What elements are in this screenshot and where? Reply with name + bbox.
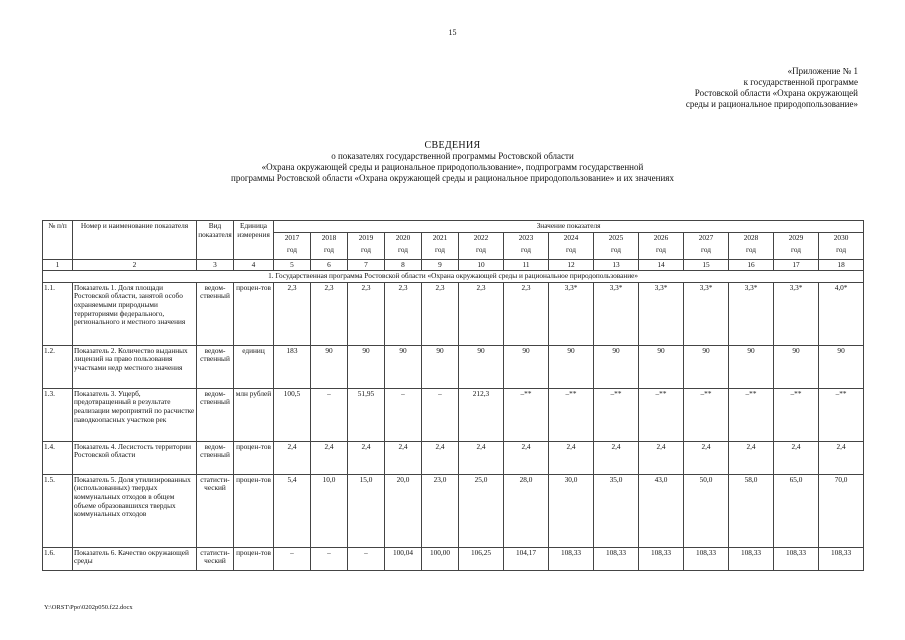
table-row xyxy=(43,547,864,570)
header-name: Номер и наименование показателя xyxy=(73,221,197,260)
table-row xyxy=(43,388,864,441)
value-cell: 3,3* xyxy=(684,282,729,345)
value-cell: 183 xyxy=(274,345,311,388)
title-main: СВЕДЕНИЯ xyxy=(424,140,481,151)
appendix-line: Ростовской области «Охрана окружающей xyxy=(694,88,858,98)
value-cell: – xyxy=(311,547,348,570)
column-number: 8 xyxy=(385,259,422,271)
indicators-table xyxy=(42,220,864,571)
value-cell: 90 xyxy=(639,345,684,388)
value-cell: 2,4 xyxy=(594,441,639,474)
value-cell: 108,33 xyxy=(549,547,594,570)
year-suffix: год xyxy=(791,245,801,255)
value-cell: 100,00 xyxy=(422,547,459,570)
table-row xyxy=(43,474,864,547)
year-header-2030 xyxy=(819,232,864,259)
value-cell: –** xyxy=(774,388,819,441)
value-cell: 108,33 xyxy=(729,547,774,570)
year-value: 2019 xyxy=(358,232,374,242)
value-cell: 90 xyxy=(348,345,385,388)
year-header-2022 xyxy=(459,232,504,259)
value-cell: 51,95 xyxy=(348,388,385,441)
header-no: № п/п xyxy=(43,221,73,260)
value-cell: 65,0 xyxy=(774,474,819,547)
year-header-2019 xyxy=(348,232,385,259)
column-number: 3 xyxy=(197,259,234,271)
column-number: 14 xyxy=(639,259,684,271)
year-value: 2024 xyxy=(563,232,579,242)
row-number: 1.6. xyxy=(43,547,73,570)
value-cell: 90 xyxy=(549,345,594,388)
value-cell: 90 xyxy=(729,345,774,388)
value-cell: 28,0 xyxy=(504,474,549,547)
year-value: 2022 xyxy=(473,232,489,242)
value-cell: 30,0 xyxy=(549,474,594,547)
year-header-2029 xyxy=(774,232,819,259)
value-cell: – xyxy=(385,388,422,441)
column-number: 1 xyxy=(43,259,73,271)
year-header-2027 xyxy=(684,232,729,259)
indicator-unit: процен-тов xyxy=(234,282,274,345)
value-cell: –** xyxy=(729,388,774,441)
year-header-2023 xyxy=(504,232,549,259)
year-value: 2025 xyxy=(608,232,624,242)
value-cell: 2,3 xyxy=(311,282,348,345)
value-cell: 108,33 xyxy=(684,547,729,570)
indicator-type: статисти-ческий xyxy=(197,474,234,547)
year-header-2024 xyxy=(549,232,594,259)
appendix-line: «Приложение № 1 xyxy=(787,66,858,76)
year-suffix: год xyxy=(836,245,847,255)
value-cell: 90 xyxy=(504,345,549,388)
section-title: 1. Государственная программа Ростовской области «Охрана окружающей среды и рациональное природопользование» xyxy=(43,271,864,283)
appendix-line: среды и рациональное природопользование» xyxy=(685,99,858,109)
value-cell: 212,3 xyxy=(459,388,504,441)
column-number: 18 xyxy=(819,259,864,271)
indicator-unit: единиц xyxy=(234,345,274,388)
document-title xyxy=(0,140,905,184)
value-cell: 2,4 xyxy=(504,441,549,474)
year-value: 2029 xyxy=(788,232,804,242)
data-rows xyxy=(43,282,864,570)
year-header-2017 xyxy=(274,232,311,259)
value-cell: 2,3 xyxy=(459,282,504,345)
value-cell: 20,0 xyxy=(385,474,422,547)
year-header-2025 xyxy=(594,232,639,259)
value-cell: 2,4 xyxy=(774,441,819,474)
indicator-name: Показатель 5. Доля утилизированных (использованных) твердых коммунальных отходов в общем объеме образовавшихся твердых коммунальных отходов xyxy=(73,474,197,547)
indicator-unit: процен-тов xyxy=(234,441,274,474)
value-cell: –** xyxy=(684,388,729,441)
year-suffix: год xyxy=(476,245,486,255)
year-value: 2017 xyxy=(284,232,300,242)
value-cell: 23,0 xyxy=(422,474,459,547)
year-value: 2028 xyxy=(743,232,759,242)
year-suffix: год xyxy=(701,245,711,255)
header-value: Значение показателя xyxy=(274,221,864,233)
value-cell: 2,4 xyxy=(549,441,594,474)
indicator-unit: процен-тов xyxy=(234,474,274,547)
column-number: 6 xyxy=(311,259,348,271)
table-row xyxy=(43,345,864,388)
year-header-2018 xyxy=(311,232,348,259)
column-number-row xyxy=(43,259,864,271)
column-number: 10 xyxy=(459,259,504,271)
value-cell: 108,33 xyxy=(594,547,639,570)
indicator-name: Показатель 2. Количество выданных лицензий на право пользования участками недр местного значения xyxy=(73,345,197,388)
header-row xyxy=(43,221,864,233)
value-cell: 104,17 xyxy=(504,547,549,570)
year-value: 2018 xyxy=(321,232,337,242)
header-unit: Единица измерения xyxy=(234,221,274,260)
year-header-2026 xyxy=(639,232,684,259)
value-cell: 90 xyxy=(311,345,348,388)
value-cell: –** xyxy=(549,388,594,441)
column-number: 4 xyxy=(234,259,274,271)
value-cell: 50,0 xyxy=(684,474,729,547)
title-line: о показателях государственной программы Ростовской области xyxy=(331,151,574,161)
value-cell: 90 xyxy=(684,345,729,388)
value-cell: 2,3 xyxy=(274,282,311,345)
row-number: 1.1. xyxy=(43,282,73,345)
title-line: программы Ростовской области «Охрана окружающей среды и рациональное природопользование» и их значениях xyxy=(231,173,674,183)
column-number: 11 xyxy=(504,259,549,271)
appendix-line: к государственной программе xyxy=(743,77,858,87)
column-number: 13 xyxy=(594,259,639,271)
indicator-name: Показатель 6. Качество окружающей среды xyxy=(73,547,197,570)
value-cell: 2,4 xyxy=(459,441,504,474)
table-row xyxy=(43,282,864,345)
column-number: 7 xyxy=(348,259,385,271)
value-cell: 108,33 xyxy=(819,547,864,570)
value-cell: – xyxy=(422,388,459,441)
value-cell: 15,0 xyxy=(348,474,385,547)
indicator-name: Показатель 3. Ущерб, предотвращенный в результате реализации мероприятий по расчистке паводкоопасных участков рек xyxy=(73,388,197,441)
column-number: 16 xyxy=(729,259,774,271)
title-line: «Охрана окружающей среды и рациональное природопользование», подпрограмм государственной xyxy=(261,162,644,172)
row-number: 1.2. xyxy=(43,345,73,388)
year-value: 2020 xyxy=(395,232,411,242)
year-suffix: год xyxy=(611,245,621,255)
column-number: 2 xyxy=(73,259,197,271)
value-cell: –** xyxy=(819,388,864,441)
page-number: 15 xyxy=(448,28,457,37)
value-cell: 2,4 xyxy=(729,441,774,474)
value-cell: 108,33 xyxy=(639,547,684,570)
value-cell: – xyxy=(274,547,311,570)
year-header-2028 xyxy=(729,232,774,259)
year-suffix: год xyxy=(656,245,666,255)
value-cell: –** xyxy=(594,388,639,441)
value-cell: 3,3* xyxy=(594,282,639,345)
column-number: 17 xyxy=(774,259,819,271)
row-number: 1.5. xyxy=(43,474,73,547)
section-row xyxy=(43,271,864,283)
year-suffix: год xyxy=(398,245,408,255)
indicator-name: Показатель 1. Доля площади Ростовской области, занятой особо охраняемыми природными территориями федерального, регионального и местного значения xyxy=(73,282,197,345)
value-cell: 90 xyxy=(422,345,459,388)
value-cell: 3,3* xyxy=(549,282,594,345)
value-cell: 2,4 xyxy=(311,441,348,474)
appendix-header xyxy=(618,66,858,110)
value-cell: 2,3 xyxy=(422,282,459,345)
year-value: 2026 xyxy=(653,232,669,242)
value-cell: 35,0 xyxy=(594,474,639,547)
header-type: Вид показателя xyxy=(197,221,234,260)
value-cell: 2,4 xyxy=(639,441,684,474)
year-suffix: год xyxy=(287,245,297,255)
value-cell: –** xyxy=(639,388,684,441)
row-number: 1.3. xyxy=(43,388,73,441)
value-cell: 2,4 xyxy=(422,441,459,474)
value-cell: 43,0 xyxy=(639,474,684,547)
table-row xyxy=(43,441,864,474)
column-number: 12 xyxy=(549,259,594,271)
indicator-type: ведом-ственный xyxy=(197,388,234,441)
indicator-unit: процен-тов xyxy=(234,547,274,570)
value-cell: 3,3* xyxy=(774,282,819,345)
year-header-2020 xyxy=(385,232,422,259)
value-cell: 3,3* xyxy=(729,282,774,345)
value-cell: 25,0 xyxy=(459,474,504,547)
value-cell: 58,0 xyxy=(729,474,774,547)
value-cell: 106,25 xyxy=(459,547,504,570)
indicator-type: статисти-ческий xyxy=(197,547,234,570)
year-value: 2027 xyxy=(698,232,714,242)
value-cell: 4,0* xyxy=(819,282,864,345)
indicator-name: Показатель 4. Лесистость территории Ростовской области xyxy=(73,441,197,474)
column-number: 15 xyxy=(684,259,729,271)
year-suffix: год xyxy=(566,245,576,255)
year-suffix: год xyxy=(324,245,334,255)
file-path-footer: Y:\ORST\Ppo\0202p050.f22.docx xyxy=(44,604,133,611)
value-cell: 90 xyxy=(819,345,864,388)
value-cell: – xyxy=(311,388,348,441)
value-cell: 70,0 xyxy=(819,474,864,547)
year-value: 2021 xyxy=(432,232,448,242)
value-cell: 100,5 xyxy=(274,388,311,441)
value-cell: 10,0 xyxy=(311,474,348,547)
column-number: 5 xyxy=(274,259,311,271)
year-suffix: год xyxy=(361,245,371,255)
value-cell: 2,3 xyxy=(504,282,549,345)
value-cell: –** xyxy=(504,388,549,441)
value-cell: 2,4 xyxy=(684,441,729,474)
value-cell: 2,4 xyxy=(385,441,422,474)
value-cell: 5,4 xyxy=(274,474,311,547)
value-cell: 90 xyxy=(774,345,819,388)
indicator-type: ведом-ственный xyxy=(197,282,234,345)
row-number: 1.4. xyxy=(43,441,73,474)
year-suffix: год xyxy=(521,245,531,255)
indicator-unit: млн рублей xyxy=(234,388,274,441)
value-cell: 2,4 xyxy=(274,441,311,474)
value-cell: 2,4 xyxy=(348,441,385,474)
value-cell: 108,33 xyxy=(774,547,819,570)
year-suffix: год xyxy=(746,245,756,255)
value-cell: 2,3 xyxy=(385,282,422,345)
value-cell: 90 xyxy=(459,345,504,388)
year-value: 2023 xyxy=(518,232,534,242)
value-cell: 90 xyxy=(385,345,422,388)
year-suffix: год xyxy=(435,245,445,255)
year-value: 2030 xyxy=(833,232,849,242)
value-cell: 3,3* xyxy=(639,282,684,345)
indicator-type: ведом-ственный xyxy=(197,441,234,474)
indicator-type: ведом-ственный xyxy=(197,345,234,388)
value-cell: 2,4 xyxy=(819,441,864,474)
value-cell: – xyxy=(348,547,385,570)
value-cell: 2,3 xyxy=(348,282,385,345)
value-cell: 100,04 xyxy=(385,547,422,570)
value-cell: 90 xyxy=(594,345,639,388)
year-header-2021 xyxy=(422,232,459,259)
column-number: 9 xyxy=(422,259,459,271)
